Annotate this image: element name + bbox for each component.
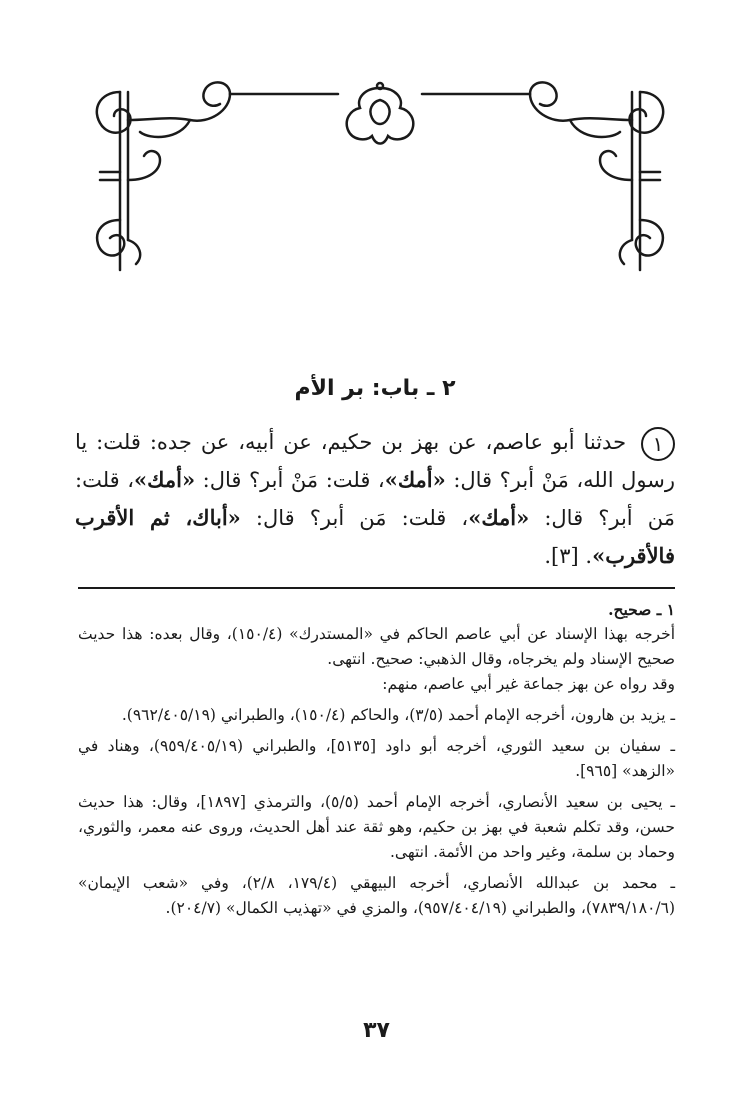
hadith-text [75, 424, 675, 575]
footnote-narrator-2: ـ سفيان بن سعيد الثوري، أخرجه أبو داود [٥١٣٥]، والطبراني (٩٥٩/٤٠٥/١٩)، وهناد في «الزهد» [٩٦٥]. [78, 737, 675, 780]
footnote-grade: ١ ـ صحيح. [608, 600, 675, 619]
footnote-narrator-1: ـ يزيد بن هارون، أخرجه الإمام أحمد (٣/٥)، والحاكم (١٥٠/٤)، والطبراني (٩٦٢/٤٠٥/١٩). [121, 706, 675, 724]
footnote-line-1: أخرجه بهذا الإسناد عن أبي عاصم الحاكم في «المستدرك» (١٥٠/٤)، وقال بعده: هذا حديث صحيح الإسناد ولم يخرجاه، وقال الذهبي: صحيح. انتهى. [78, 625, 675, 668]
hadith-answer-3: «أمك» [468, 505, 530, 530]
hadith-answer-1: «أمك» [384, 467, 446, 492]
hadith-chain: حدثنا أبو عاصم، عن بهز بن حكيم، عن أبيه، عن جده: [149, 430, 627, 454]
hadith-part-1: قلت: يا رسول الله، مَنْ أبر؟ قال: [75, 430, 676, 492]
hadith-part-2: ، قلت: مَنْ أبر؟ قال: [202, 468, 385, 492]
left-corner-scroll-icon [97, 82, 230, 270]
hadith-reference: . [٣]. [544, 544, 593, 568]
chapter-dash: ـ [419, 376, 435, 401]
hadith-part-4: ، قلت: مَن أبر؟ قال: [255, 506, 469, 530]
footnote-narrator-4: ـ محمد بن عبدالله الأنصاري، أخرجه البيهقي (١٧٩/٤، ٢/٨)، وفي «شعب الإيمان» (٧٨٣٩/١٨٠/٦)، والطبراني (٩٥٧/٤٠٤/١٩)، والمزي في «تهذيب الكمال» (٢٠٤/٧). [78, 874, 675, 917]
footnotes [78, 597, 675, 921]
hadith-answer-4: «أباك، ثم الأقرب فالأقرب» [75, 505, 675, 568]
chapter-number: ٢ [442, 376, 456, 401]
right-corner-scroll-icon [530, 82, 663, 270]
hadith-number-badge: ١ [641, 427, 675, 461]
chapter-heading [75, 376, 675, 401]
footnote-narrator-3: ـ يحيى بن سعيد الأنصاري، أخرجه الإمام أحمد (٥/٥)، والترمذي [١٨٩٧]، وقال: هذا حديث حسن، وقد تكلم شعبة في بهز بن حكيم، وهو ثقة عند أهل الحديث، وروى عنه معمر، والثوري، وحماد بن سلمة، وغير واحد من الأئمة. انتهى. [78, 793, 676, 861]
chapter-title: باب: بر الأم [294, 376, 420, 401]
hadith-part-3: ، قلت: مَن أبر؟ قال: [75, 468, 675, 530]
hadith-answer-2: «أمك» [134, 467, 196, 492]
footnote-line-2: وقد رواه عن بهز جماعة غير أبي عاصم، منهم: [382, 675, 675, 693]
page-number: ٣٧ [363, 1018, 390, 1043]
center-medallion-icon [347, 83, 414, 144]
decorative-frame-ornament [80, 80, 680, 280]
footnote-divider [78, 587, 675, 589]
